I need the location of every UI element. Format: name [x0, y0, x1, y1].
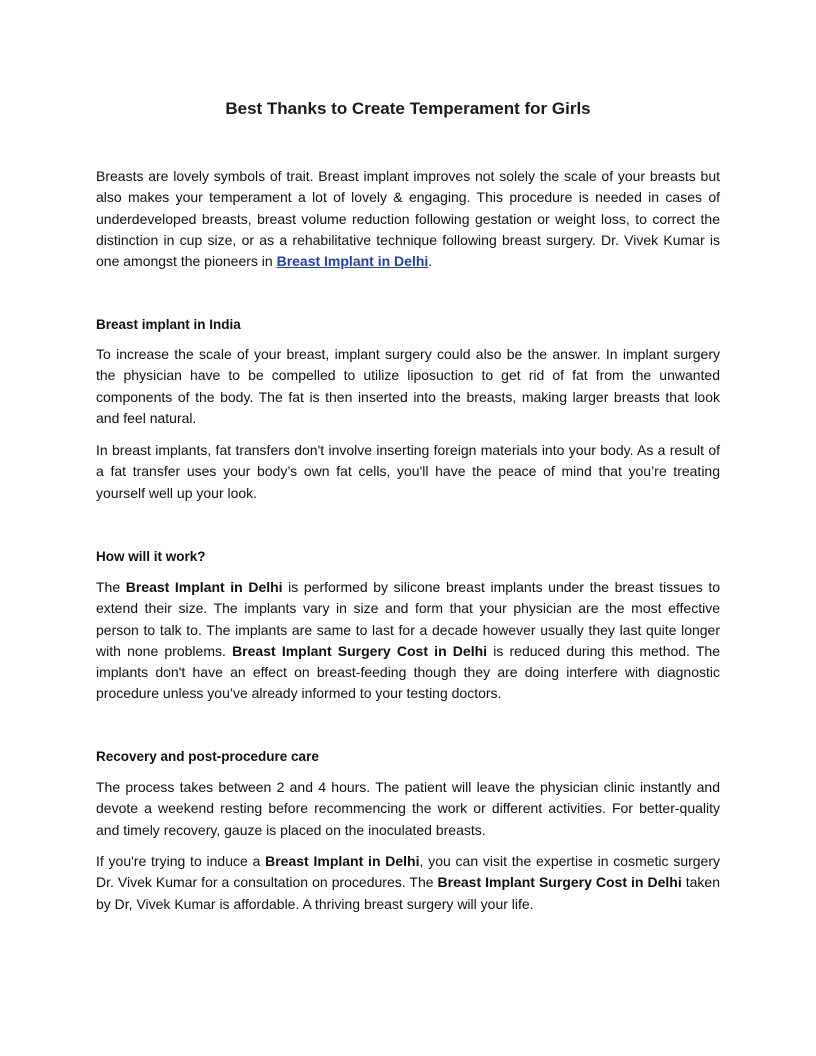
section3-paragraph-2 [96, 851, 720, 915]
section3-text-2: , you can visit the expertise in cosmetic surgery Dr. Vivek Kumar for a consultation on procedures. The [96, 853, 721, 891]
section2-text-2: is performed by silicone breast implants under the breast tissues to extend their size. The implants vary in size and form that your physician are the most effective person to talk to. The implants are same to last for a decade however usually they last quite longer with none problems. [96, 579, 721, 659]
section1-paragraph-1: To increase the scale of your breast, implant surgery could also be the answer. In implant surgery the physician have to be compelled to utilize liposuction to get rid of fat from the unwanted components of the body. The fat is then inserted into the breasts, making larger breasts that look and feel natural. [96, 346, 720, 426]
breast-implant-delhi-link[interactable]: Breast Implant in Delhi [276, 253, 429, 270]
bold-breast-implant-surgery-cost-2: Breast Implant Surgery Cost in Delhi [437, 874, 682, 891]
section3-text-3: taken by Dr, Vivek Kumar is affordable. A thriving breast surgery will your life. [96, 874, 721, 912]
page-title: Best Thanks to Create Temperament for Girls [225, 99, 591, 118]
intro-paragraph [96, 166, 720, 272]
section-heading-recovery: Recovery and post-procedure care [96, 749, 319, 764]
section3-paragraph-1: The process takes between 2 and 4 hours. The patient will leave the physician clinic instantly and devote a weekend resting before recommencing the work or different activities. For better-quality and timely recovery, gauze is placed on the inoculated breasts. [96, 779, 720, 838]
section3-text-1: If you're trying to induce a [96, 853, 266, 869]
section2-paragraph [96, 577, 720, 705]
bold-breast-implant-delhi: Breast Implant in Delhi [125, 579, 283, 595]
section2-text-3: is reduced during this method. The implants don't have an effect on breast-feeding though they are doing interfere with diagnostic procedure unless you’ve already informed to your testing doctors. [96, 642, 720, 702]
section-heading-how-will-it-work: How will it work? [96, 549, 206, 564]
intro-text: Breasts are lovely symbols of trait. Breast implant improves not solely the scale of your breasts but also makes your temperament a lot of lovely & engaging. This procedure is needed in cases of underdeveloped breasts, breast volume reduction following gestation or weight loss, to correct the distinction in cup size, or as a rehabilitative technique following breast surgery. Dr. Vivek Kumar is one amongst the pioneers in [96, 168, 720, 270]
section-heading-breast-implant-india: Breast implant in India [96, 317, 241, 332]
section2-text-1: The [96, 579, 126, 595]
bold-breast-implant-delhi-2: Breast Implant in Delhi [265, 853, 420, 869]
bold-breast-implant-surgery-cost: Breast Implant Surgery Cost in Delhi [232, 642, 488, 659]
intro-end: . [428, 253, 433, 270]
section1-paragraph-2: In breast implants, fat transfers don't involve inserting foreign materials into your body. As a result of a fat transfer uses your body’s own fat cells, you'll have the peace of mind that you’re treating yourself well up your look. [96, 442, 720, 501]
